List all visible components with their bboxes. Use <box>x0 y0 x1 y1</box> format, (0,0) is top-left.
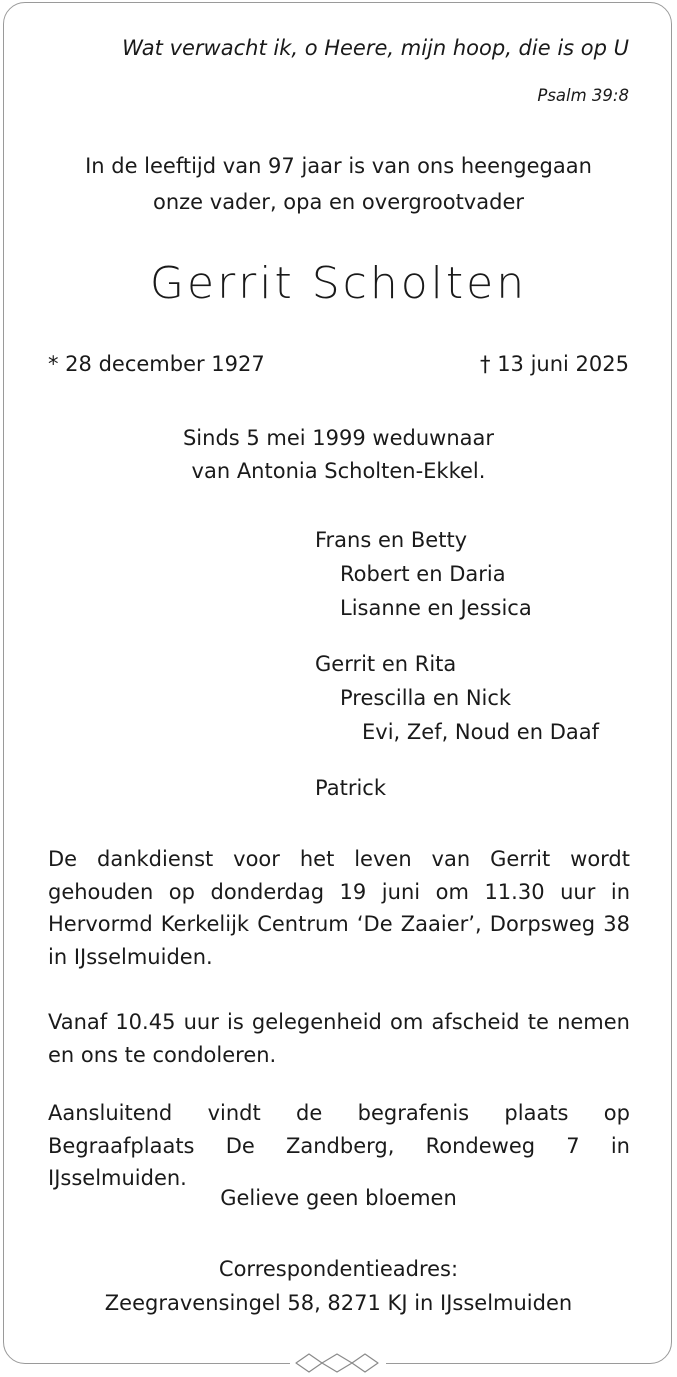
burial-paragraph: Aansluitend vindt de begrafenis plaats op Begraafplaats De Zandberg, Rondeweg 7 in IJsselmuiden. <box>48 1101 630 1190</box>
deceased-name: Gerrit Scholten <box>149 258 528 309</box>
widower-line: van Antonia Scholten-Ekkel. <box>191 459 486 483</box>
death-date: † 13 juni 2025 <box>480 352 629 376</box>
birth-date: * 28 december 1927 <box>48 352 265 376</box>
intro-text <box>0 148 677 220</box>
family-member: Patrick <box>315 776 386 800</box>
family-member: Gerrit en Rita <box>315 652 457 676</box>
correspondence-address: Zeegravensingel 58, 8271 KJ in IJsselmuiden <box>104 1291 573 1315</box>
flowers-note: Gelieve geen bloemen <box>220 1186 457 1210</box>
quote-text: Wat verwacht ik, o Heere, mijn hoop, die is op U <box>122 36 629 60</box>
family-member: Frans en Betty <box>315 528 468 552</box>
intro-line: onze vader, opa en overgrootvader <box>152 190 524 214</box>
intro-line: In de leeftijd van 97 jaar is van ons heengegaan <box>85 154 592 178</box>
family-member: Prescilla en Nick <box>340 686 512 710</box>
family-member: Lisanne en Jessica <box>340 596 532 620</box>
condolence-paragraph: Vanaf 10.45 uur is gelegenheid om afscheid te nemen en ons te condoleren. <box>48 1010 630 1067</box>
service-paragraph: De dankdienst voor het leven van Gerrit wordt gehouden op donderdag 19 juni om 11.30 uur in Hervormd Kerkelijk Centrum ‘De Zaaier’, Dorpsweg 38 in IJsselmuiden. <box>48 847 630 969</box>
family-member: Evi, Zef, Noud en Daaf <box>362 720 600 744</box>
widower-line: Sinds 5 mei 1999 weduwnaar <box>182 426 495 450</box>
family-member: Robert en Daria <box>340 562 506 586</box>
quote-reference: Psalm 39:8 <box>537 86 629 105</box>
ornament-icon <box>294 1352 380 1374</box>
correspondence-label: Correspondentieadres: <box>218 1257 459 1281</box>
widower-text <box>0 422 677 488</box>
